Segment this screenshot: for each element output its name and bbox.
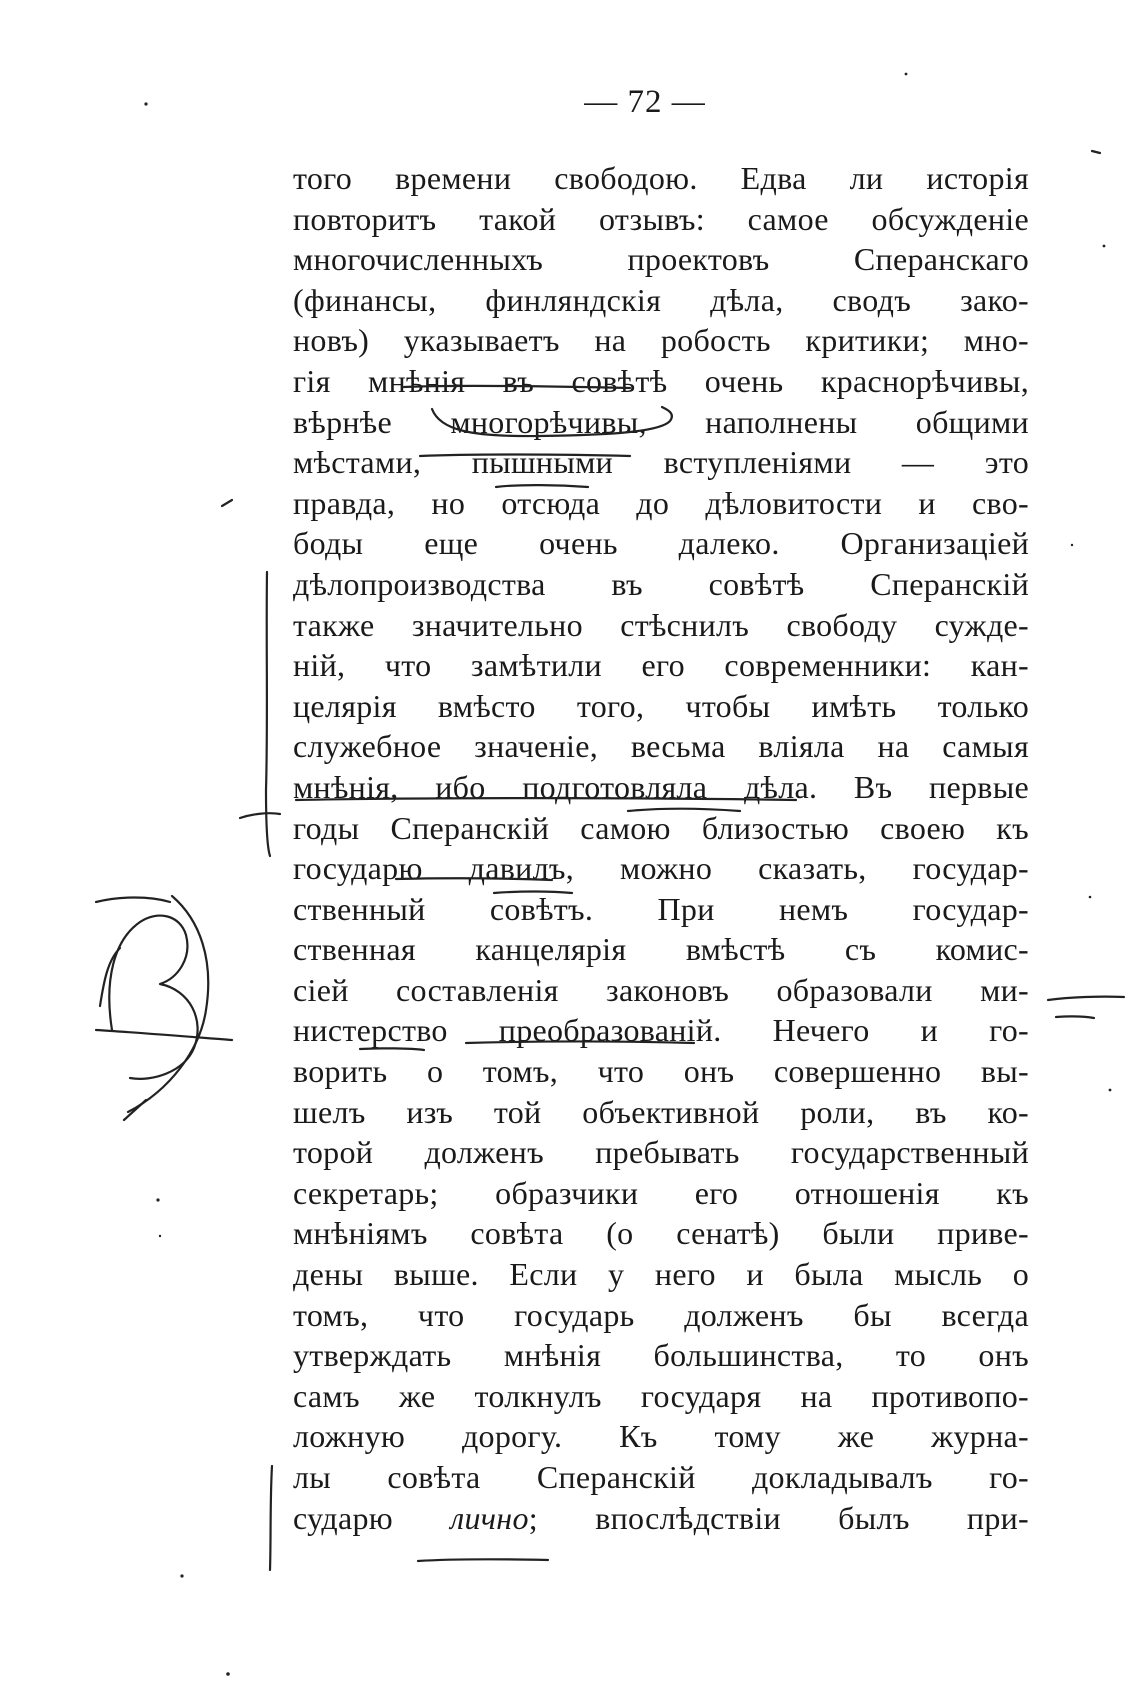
text-line: самъ же толкнулъ государя на противопо-: [293, 1377, 1029, 1414]
margin-line: [266, 572, 270, 856]
margin-dash: [1048, 997, 1124, 1000]
text-line: боды еще очень далеко. Организаціей: [293, 525, 1029, 562]
italic-word: лично: [450, 1499, 529, 1536]
text-line: дѣлопроизводства въ совѣтѣ Сперанскій: [293, 565, 1029, 602]
text-line: вѣрнѣе многорѣчивы, наполнены общими: [293, 403, 1029, 440]
text-line: того времени свободою. Едва ли исторія: [293, 160, 1029, 196]
text-line: мнѣнія, ибо подготовляла дѣла. Въ первые: [293, 768, 1029, 805]
text-line: секретарь; образчики его отношенія къ: [293, 1174, 1029, 1211]
margin-bracket: [270, 1466, 272, 1570]
text-line: сіей составленія законовъ образовали ми-: [293, 971, 1029, 1008]
margin-dash: [240, 813, 280, 818]
text-line: утверждать мнѣнія большинства, то онъ: [293, 1337, 1029, 1374]
handwritten-number-mark: [96, 896, 232, 1120]
text-line: гія мнѣнія въ совѣтѣ очень краснорѣчивы,: [293, 362, 1029, 399]
text-line: многочисленныхъ проектовъ Сперанскаго: [293, 241, 1029, 278]
text-line: целярія вмѣсто того, чтобы имѣть только: [293, 687, 1029, 724]
text-line: ворить о томъ, что онъ совершенно вы-: [293, 1053, 1029, 1090]
text-line: годы Сперанскій самою близостью своею къ: [293, 809, 1029, 846]
text-line: новъ) указываетъ на робость критики; мно-: [293, 322, 1029, 359]
margin-dash: [418, 1559, 548, 1561]
text-line: также значительно стѣснилъ свободу сужде-: [293, 606, 1029, 643]
text-line: ложную дорогу. Къ тому же журна-: [293, 1418, 1029, 1455]
page-number: — 72 —: [584, 84, 706, 120]
text-line: мнѣніямъ совѣта (о сенатѣ) были приве-: [293, 1215, 1029, 1252]
text-line: томъ, что государь долженъ бы всегда: [293, 1296, 1029, 1333]
text-line: лы совѣта Сперанскій докладывалъ го-: [293, 1459, 1029, 1495]
text-line: ній, что замѣтили его современники: кан-: [293, 647, 1029, 684]
text-line: нистерство преобразованій. Нечего и го-: [293, 1012, 1029, 1049]
text-line: шелъ изъ той объективной роли, въ ко-: [293, 1093, 1029, 1130]
text-line: ственный совѣтъ. При немъ государ-: [293, 890, 1029, 927]
text-line: правда, но отсюда до дѣловитости и сво-: [293, 484, 1029, 521]
text-line: ственная канцелярія вмѣстѣ съ комис-: [293, 931, 1029, 968]
text-line: повторитъ такой отзывъ: самое обсужденіе: [293, 200, 1029, 237]
text-line-last: [293, 1498, 1029, 1539]
text-line: государю давилъ, можно сказать, государ-: [293, 850, 1029, 887]
text-line: торой долженъ пребывать государственный: [293, 1134, 1029, 1171]
margin-dash: [1056, 1016, 1094, 1018]
margin-tick: [222, 500, 232, 506]
text-fragment: сударю: [293, 1499, 451, 1536]
body-text: [293, 158, 1029, 1538]
text-line: мѣстами, пышными вступленіями — это: [293, 444, 1029, 481]
text-fragment: ; впослѣдствіи былъ при-: [528, 1499, 1030, 1536]
text-line: (финансы, финляндскія дѣла, сводъ зако-: [293, 281, 1029, 318]
margin-dash: [1092, 151, 1100, 153]
text-line: служебное значеніе, весьма вліяла на самыя: [293, 728, 1029, 765]
text-line: дены выше. Если у него и была мысль о: [293, 1256, 1029, 1293]
